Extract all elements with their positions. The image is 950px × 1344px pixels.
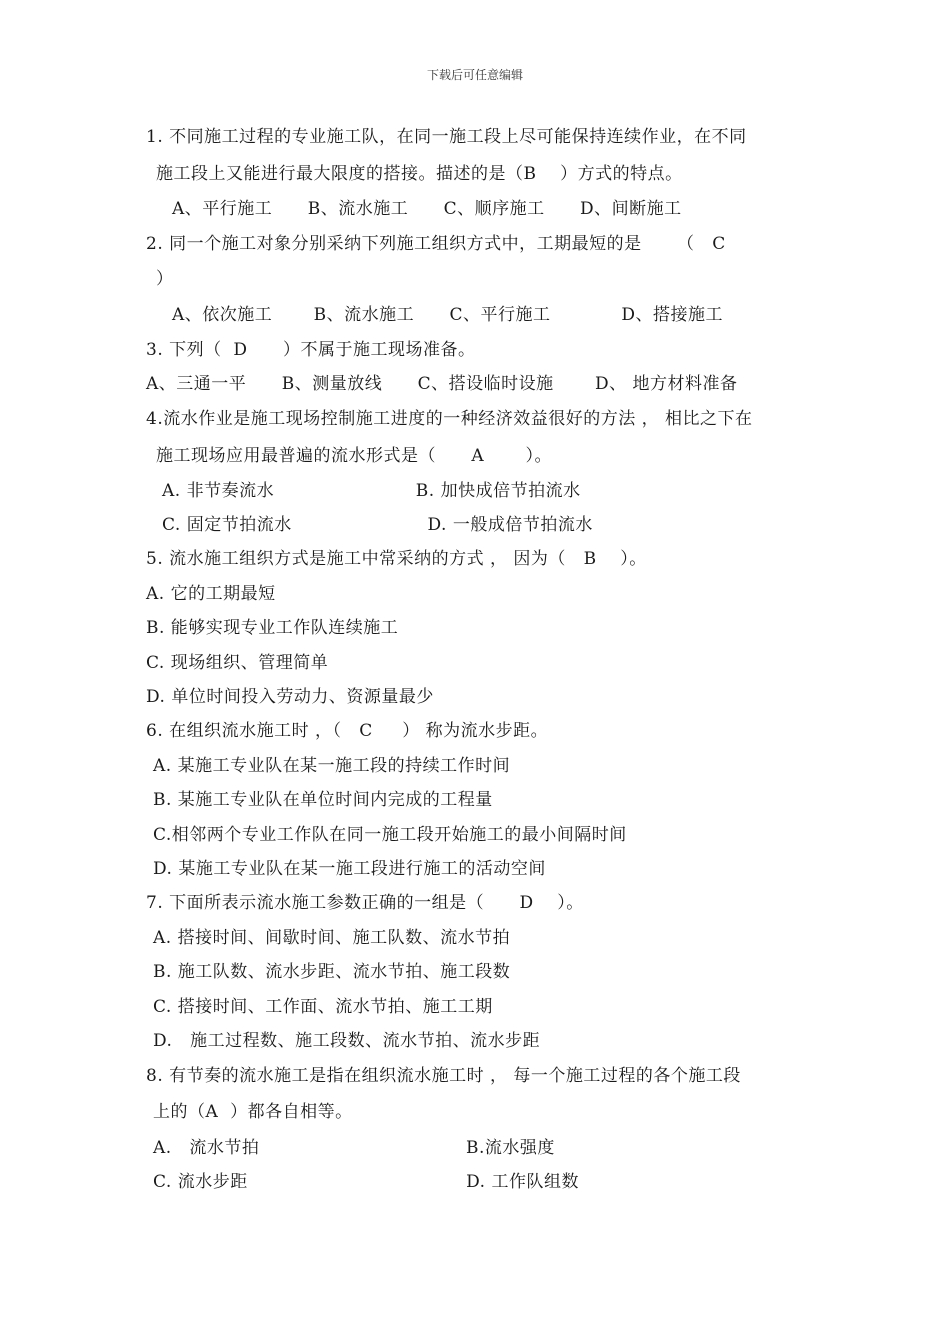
q6-option-d: D. 某施工专业队在某一施工段进行施工的活动空间 <box>153 859 546 879</box>
q5-option-d: D. 单位时间投入劳动力、资源量最少 <box>146 687 434 707</box>
q8-line2: 上的（A ）都各自相等。 <box>153 1102 353 1122</box>
q7-option-a: A. 搭接时间、间歇时间、施工队数、流水节拍 <box>153 928 511 948</box>
q7-option-b: B. 施工队数、流水步距、流水节拍、施工段数 <box>153 962 511 982</box>
q3-line1: 3. 下列（ D ）不属于施工现场准备。 <box>146 340 476 360</box>
q3-options: A、三通一平 B、测量放线 C、搭设临时设施 D、 地方材料准备 <box>146 374 738 394</box>
q4-options-ab: A. 非节奏流水 B. 加快成倍节拍流水 <box>162 481 581 501</box>
q7-option-d: D. 施工过程数、施工段数、流水节拍、流水步距 <box>153 1031 541 1051</box>
q6-option-c: C.相邻两个专业工作队在同一施工段开始施工的最小间隔时间 <box>153 825 627 845</box>
q2-line1: 2. 同一个施工对象分别采纳下列施工组织方式中，工期最短的是 （ C <box>146 234 726 254</box>
q5-option-a: A. 它的工期最短 <box>146 584 276 604</box>
q2-options: A、依次施工 B、流水施工 C、平行施工 D、搭接施工 <box>172 305 724 325</box>
q5-option-b: B. 能够实现专业工作队连续施工 <box>146 618 399 638</box>
q6-option-a: A. 某施工专业队在某一施工段的持续工作时间 <box>153 756 511 776</box>
q7-option-c: C. 搭接时间、工作面、流水节拍、施工工期 <box>153 997 493 1017</box>
q4-line2: 施工现场应用最普遍的流水形式是（ A ）。 <box>156 446 553 466</box>
q8-options-ab: A. 流水节拍 B.流水强度 <box>153 1138 555 1158</box>
q1-options: A、平行施工 B、流水施工 C、顺序施工 D、间断施工 <box>172 199 682 219</box>
q4-line1: 4.流水作业是施工现场控制施工进度的一种经济效益很好的方法 ， 相比之下在 <box>146 409 753 429</box>
q6-option-b: B. 某施工专业队在单位时间内完成的工程量 <box>153 790 493 810</box>
q7-line1: 7. 下面所表示流水施工参数正确的一组是（ D ）。 <box>146 893 584 913</box>
q8-line1: 8. 有节奏的流水施工是指在组织流水施工时 ， 每一个施工过程的各个施工段 <box>146 1066 741 1086</box>
q1-line2: 施工段上又能进行最大限度的搭接。描述的是（B ）方式的特点。 <box>156 164 683 184</box>
q5-option-c: C. 现场组织、管理简单 <box>146 653 329 673</box>
page-header: 下载后可任意编辑 <box>426 68 523 82</box>
q4-options-cd: C. 固定节拍流水 D. 一般成倍节拍流水 <box>162 515 593 535</box>
q1-line1: 1. 不同施工过程的专业施工队，在同一施工段上尽可能保持连续作业，在不同 <box>146 127 747 147</box>
q5-line1: 5. 流水施工组织方式是施工中常采纳的方式 ， 因为（ B ）。 <box>146 549 647 569</box>
q8-options-cd: C. 流水步距 D. 工作队组数 <box>153 1172 579 1192</box>
q2-line2: ） <box>156 269 174 289</box>
q6-line1: 6. 在组织流水施工时 ，（ C ） 称为流水步距。 <box>146 721 549 741</box>
